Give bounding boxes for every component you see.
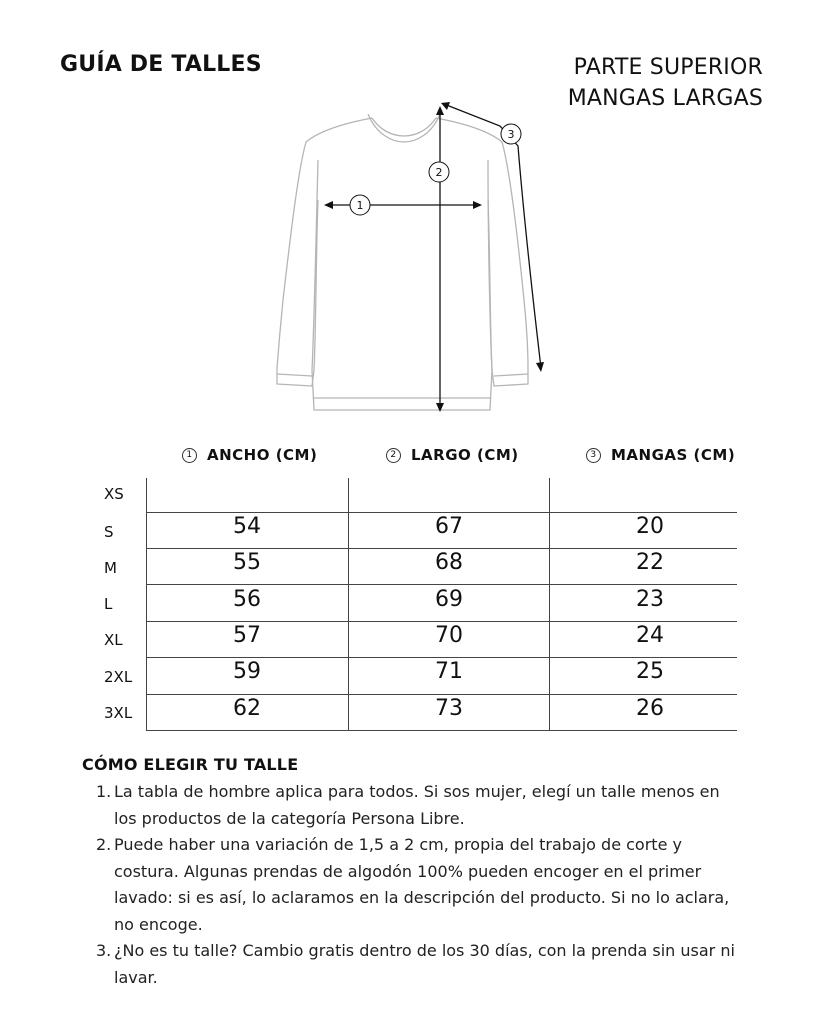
list-number: 1. bbox=[96, 782, 112, 801]
table-divider bbox=[146, 621, 737, 622]
table-divider bbox=[146, 730, 737, 731]
list-number: 2. bbox=[96, 835, 112, 854]
size-label: XS bbox=[104, 485, 124, 503]
marker-3-label: 3 bbox=[507, 128, 515, 141]
table-divider bbox=[146, 512, 737, 513]
size-label: M bbox=[104, 559, 117, 577]
marker-1 bbox=[350, 195, 370, 215]
shirt-diagram bbox=[0, 0, 819, 430]
value-mangas: 22 bbox=[636, 550, 664, 575]
list-item bbox=[96, 938, 746, 991]
list-text: La tabla de hombre aplica para todos. Si sos mujer, elegí un talle menos en los productos de la categoría Persona Libre. bbox=[114, 782, 720, 828]
measurement-lines bbox=[326, 104, 541, 410]
size-label: 2XL bbox=[104, 668, 133, 686]
section-heading: CÓMO ELEGIR TU TALLE bbox=[82, 755, 299, 774]
list-item bbox=[96, 779, 746, 832]
value-ancho: 57 bbox=[233, 623, 261, 648]
value-largo: 67 bbox=[435, 514, 463, 539]
value-mangas: 25 bbox=[636, 659, 664, 684]
column-number: 1 bbox=[182, 448, 197, 463]
column-header-largo bbox=[386, 446, 519, 464]
value-largo: 70 bbox=[435, 623, 463, 648]
value-largo: 68 bbox=[435, 550, 463, 575]
marker-2-label: 2 bbox=[435, 166, 443, 179]
size-label: L bbox=[104, 595, 113, 613]
value-mangas: 26 bbox=[636, 696, 664, 721]
size-label: S bbox=[104, 523, 114, 541]
list-text: Puede haber una variación de 1,5 a 2 cm, propia del trabajo de corte y costura. Algunas prendas de algodón 100% pueden encoger en el primer lavado: si es así, lo aclaramos en la descripción del producto. Si no lo aclara, no encoge. bbox=[114, 835, 730, 934]
list-number: 3. bbox=[96, 941, 112, 960]
value-ancho: 55 bbox=[233, 550, 261, 575]
value-mangas: 24 bbox=[636, 623, 664, 648]
table-divider bbox=[146, 584, 737, 585]
column-header-mangas bbox=[586, 446, 735, 464]
value-ancho: 59 bbox=[233, 659, 261, 684]
column-label: ANCHO (CM) bbox=[207, 446, 318, 464]
value-largo: 71 bbox=[435, 659, 463, 684]
category-line-2: MANGAS LARGAS bbox=[567, 86, 763, 111]
instructions-list bbox=[96, 779, 746, 991]
value-mangas: 23 bbox=[636, 587, 664, 612]
value-mangas: 20 bbox=[636, 514, 664, 539]
marker-1-label: 1 bbox=[356, 199, 364, 212]
table-divider bbox=[146, 694, 737, 695]
value-ancho: 54 bbox=[233, 514, 261, 539]
column-header-ancho bbox=[182, 446, 317, 464]
arrow-heads bbox=[324, 102, 544, 412]
list-item bbox=[96, 832, 746, 938]
size-label: 3XL bbox=[104, 704, 133, 722]
list-text: ¿No es tu talle? Cambio gratis dentro de los 30 días, con la prenda sin usar ni lavar. bbox=[114, 941, 735, 987]
shirt-outline bbox=[277, 114, 528, 410]
page-title: GUÍA DE TALLES bbox=[60, 52, 262, 77]
marker-2 bbox=[429, 162, 449, 182]
value-ancho: 56 bbox=[233, 587, 261, 612]
column-label: LARGO (CM) bbox=[411, 446, 519, 464]
category-line-1: PARTE SUPERIOR bbox=[573, 55, 763, 80]
marker-3 bbox=[501, 124, 521, 144]
column-number: 2 bbox=[386, 448, 401, 463]
value-largo: 73 bbox=[435, 696, 463, 721]
table-divider bbox=[146, 548, 737, 549]
column-label: MANGAS (CM) bbox=[611, 446, 736, 464]
column-number: 3 bbox=[586, 448, 601, 463]
value-largo: 69 bbox=[435, 587, 463, 612]
value-ancho: 62 bbox=[233, 696, 261, 721]
size-label: XL bbox=[104, 631, 123, 649]
table-divider bbox=[146, 657, 737, 658]
